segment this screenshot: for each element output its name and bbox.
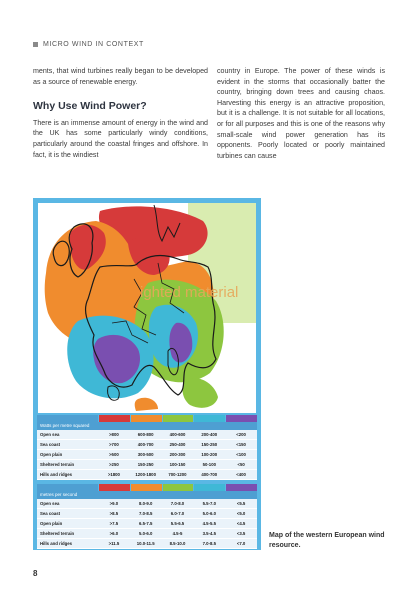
copyright-watermark: ighted material [140, 284, 239, 301]
speed-color-key [37, 484, 257, 491]
table-cell: <7.0 [236, 541, 246, 546]
header-square-icon [33, 42, 38, 47]
table-cell: >500 [109, 452, 119, 457]
table-cell: 150-250 [201, 442, 218, 447]
wind-resource-map [38, 203, 256, 413]
swatch-spacer [37, 484, 98, 491]
table-row [37, 529, 257, 539]
table-cell: <150 [236, 442, 246, 447]
speed-table-body [37, 499, 257, 549]
table-cell: 400-700 [137, 442, 154, 447]
left-paragraph-2: There is an immense amount of energy in the wind and the UK has some particularly windy conditions, particularly around the coastal fringes and offshore. In fact, it is the windiest [33, 118, 208, 159]
power-color-key [37, 415, 257, 422]
table-cell: <5.5 [236, 501, 246, 506]
swatch-green [163, 415, 194, 422]
table-cell: <100 [236, 452, 246, 457]
table-row [37, 509, 257, 519]
table-cell: 400-600 [169, 432, 186, 437]
table-cell: <4.5 [236, 521, 246, 526]
table-row [37, 450, 257, 460]
table-row [37, 440, 257, 450]
table-cell: <3.5 [236, 531, 246, 536]
row-label: Sheltered terrain [40, 531, 75, 536]
table-row [37, 470, 257, 480]
table-cell: 7.0-8.0 [170, 501, 185, 506]
table-cell: 5.0-6.0 [139, 531, 153, 536]
row-label: Sea coast [40, 511, 61, 516]
swatch-purple [226, 484, 257, 491]
table-cell: 700-1200 [168, 472, 187, 477]
table-row [37, 539, 257, 549]
left-paragraph-1: ments, that wind turbines really began to be developed as a source of renewable energy. [33, 67, 208, 86]
swatch-cyan [194, 415, 225, 422]
table-cell: <200 [236, 432, 246, 437]
power-table-title: Watts per metre squared [37, 422, 257, 430]
table-cell: >1800 [107, 472, 120, 477]
figure-caption: Map of the western European wind resource. [269, 532, 385, 549]
table-cell: 150-250 [137, 462, 154, 467]
table-cell: 400-700 [201, 472, 218, 477]
swatch-spacer [37, 415, 98, 422]
table-cell: 200-300 [169, 452, 186, 457]
table-cell: 10.0-11.5 [136, 541, 155, 546]
table-row [37, 519, 257, 529]
wind-resource-table [37, 415, 257, 549]
table-cell: <50 [237, 462, 245, 467]
swatch-orange [131, 484, 162, 491]
table-cell: >11.5 [108, 541, 120, 546]
swatch-orange [131, 415, 162, 422]
table-row [37, 460, 257, 470]
speed-table-title: metres per second [37, 491, 257, 499]
row-label: Open plain [40, 521, 63, 526]
table-row [37, 430, 257, 440]
table-cell: 5.0-6.0 [202, 511, 216, 516]
table-cell: 3.5-4.5 [202, 531, 216, 536]
table-cell: >7.5 [109, 521, 119, 526]
table-cell: 200-400 [201, 432, 218, 437]
swatch-red [99, 484, 130, 491]
table-row [37, 499, 257, 509]
table-cell: 100-200 [201, 452, 218, 457]
table-cell: >6.0 [109, 531, 119, 536]
table-cell: 50-100 [202, 462, 216, 467]
right-column [217, 66, 385, 161]
table-cell: 4.5-5.5 [202, 521, 216, 526]
section-heading: Why Use Wind Power? [33, 100, 147, 113]
swatch-cyan [194, 484, 225, 491]
table-cell: <400 [236, 472, 246, 477]
row-label: Hills and ridges [40, 472, 72, 477]
row-label: Sea coast [40, 442, 61, 447]
table-cell: >800 [109, 432, 119, 437]
right-paragraph-1: country in Europe. The power of these winds is evident in the storms that occasionally batter the country, bringing down trees and causing chaos. Harvesting this energy is an attractive proposition, but it is a challenge. It is not suitable for all locations, or for all purposes and this is one of the reasons why small-scale wind power generation has its opponents. Poorly located or poorly maintained turbines can cause [217, 67, 385, 160]
row-label: Open plain [40, 452, 63, 457]
row-label: Open sea [40, 501, 60, 506]
row-label: Open sea [40, 432, 60, 437]
swatch-red [99, 415, 130, 422]
table-cell: 100-150 [169, 462, 186, 467]
table-cell: >8.5 [109, 511, 119, 516]
table-cell: 6.5-7.5 [139, 521, 153, 526]
table-cell: >250 [109, 462, 119, 467]
swatch-purple [226, 415, 257, 422]
table-cell: 8.5-10.0 [169, 541, 186, 546]
row-label: Hills and ridges [40, 541, 72, 546]
table-cell: 5.5-7.0 [202, 501, 216, 506]
row-label: Sheltered terrain [40, 462, 75, 467]
running-header [33, 41, 144, 48]
table-cell: 7.0-8.5 [139, 511, 153, 516]
table-cell: 250-400 [169, 442, 186, 447]
table-cell: 4.5-5 [172, 531, 183, 536]
table-cell: 6.0-7.0 [170, 511, 185, 516]
table-cell: 600-800 [137, 432, 154, 437]
left-column [33, 66, 208, 160]
swatch-green [163, 484, 194, 491]
power-table-body [37, 430, 257, 480]
header-section-title: MICRO WIND IN CONTEXT [43, 41, 144, 48]
table-cell: >700 [109, 442, 119, 447]
table-cell: 300-500 [137, 452, 154, 457]
table-cell: 7.0-8.5 [202, 541, 216, 546]
table-cell: 8.0-9.0 [139, 501, 153, 506]
page-number: 8 [33, 569, 38, 578]
table-cell: 1200-1800 [135, 472, 156, 477]
table-cell: >9.0 [109, 501, 119, 506]
table-cell: <5.0 [236, 511, 246, 516]
table-cell: 5.5-6.5 [170, 521, 185, 526]
